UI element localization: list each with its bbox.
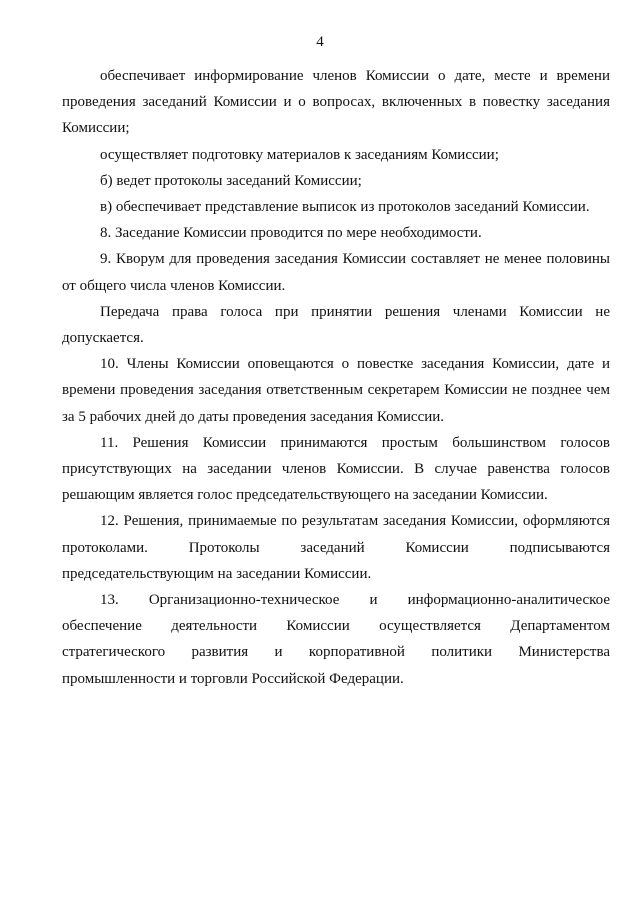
paragraph-11: 11. Решения Комиссии принимаются простым большинством голосов присутствующих на заседании членов Комиссии. В случае равенства голосов решающим является голос председательствующего на заседании Комиссии. (62, 434, 610, 504)
paragraph-10: 10. Члены Комиссии оповещаются о повестке заседания Комиссии, дате и времени проведения заседания ответственным секретарем Комиссии не позднее чем за 5 рабочих дней до даты проведения заседания Комиссии. (62, 356, 610, 425)
document-body (62, 63, 610, 692)
paragraph-informing: обеспечивает информирование членов Комиссии о дате, месте и времени проведения заседаний Комиссии и о вопросах, включенных в повестку заседания Комиссии; (62, 68, 610, 137)
paragraph-item-v: в) обеспечивает представление выписок из протоколов заседаний Комиссии. (100, 199, 590, 216)
paragraph-12: 12. Решения, принимаемые по результатам заседания Комиссии, оформляются протоколами. Протоколы заседаний Комиссии подписываются председательствующим на заседании Комиссии. (62, 513, 610, 582)
paragraph-preparation: осуществляет подготовку материалов к заседаниям Комиссии; (100, 146, 499, 163)
paragraph-item-b: б) ведет протоколы заседаний Комиссии; (100, 172, 362, 189)
paragraph-8: 8. Заседание Комиссии проводится по мере необходимости. (100, 225, 482, 242)
page-number: 4 (316, 34, 324, 50)
paragraph-9: 9. Кворум для проведения заседания Комиссии составляет не менее половины от общего числа членов Комиссии. (62, 251, 610, 294)
paragraph-vote-transfer: Передача права голоса при принятии решения членами Комиссии не допускается. (62, 303, 610, 347)
paragraph-13: 13. Организационно-техническое и информационно-аналитическое обеспечение деятельности Комиссии осуществляется Департаментом стратегического развития и корпоративной политики Министерства промышленности и торговли Российской Федерации. (62, 592, 610, 687)
